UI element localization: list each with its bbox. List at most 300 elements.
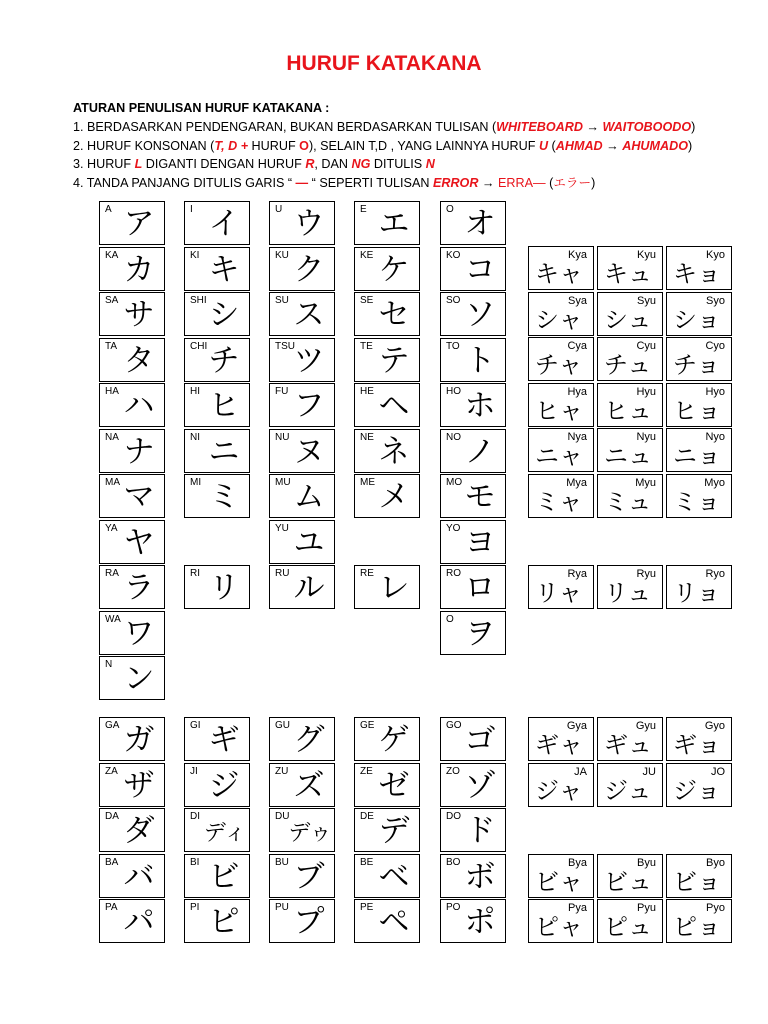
katakana-combo: ビャ: [535, 867, 583, 896]
romaji-label: PI: [190, 902, 200, 913]
romaji-label: Nyu: [636, 431, 656, 443]
katakana-char: ピ: [208, 904, 240, 940]
katakana-char: コ: [464, 251, 496, 288]
katakana-char: ヘ: [378, 388, 410, 424]
combo-cell: [666, 337, 732, 381]
kana-cell: [184, 474, 250, 518]
katakana-char: シ: [208, 297, 240, 333]
kana-cell: [99, 201, 165, 245]
combo-cell: [528, 292, 594, 336]
katakana-char: ハ: [123, 388, 155, 424]
romaji-label: Kyo: [706, 249, 725, 261]
kana-cell: [184, 763, 250, 807]
kana-cell: [269, 763, 335, 807]
romaji-label: SHI: [190, 295, 207, 306]
kana-cell: [269, 292, 335, 336]
romaji-label: DU: [275, 811, 290, 822]
kana-cell: [354, 565, 420, 609]
kana-cell: [354, 292, 420, 336]
katakana-combo: ヒョ: [673, 396, 721, 425]
rules-section: [73, 99, 753, 193]
katakana-char: ン: [123, 661, 155, 697]
kana-cell: [354, 717, 420, 761]
katakana-char: ド: [464, 813, 496, 849]
romaji-label: NE: [360, 431, 374, 443]
katakana-combo: ピュ: [604, 913, 652, 941]
romaji-label: Bya: [568, 856, 587, 869]
kana-cell: [440, 520, 506, 564]
katakana-char: ミ: [208, 479, 240, 515]
kana-cell: [269, 717, 335, 761]
katakana-char: ニ: [208, 433, 240, 470]
rule-4: 4. TANDA PANJANG DITULIS GARIS “ — “ SEPERTI TULISAN ERROR → ERRA— (エラー): [73, 176, 596, 191]
combo-cell: [597, 474, 663, 518]
katakana-combo: ニュ: [604, 442, 652, 470]
katakana-char: ク: [293, 251, 325, 288]
romaji-label: RA: [105, 568, 119, 579]
kana-cell: [184, 338, 250, 382]
romaji-label: YU: [275, 522, 289, 534]
katakana-combo: ニョ: [673, 442, 721, 470]
combo-cell: [597, 246, 663, 290]
combo-cell: [597, 717, 663, 761]
kana-cell: [99, 520, 165, 564]
combo-cell: [666, 383, 732, 427]
katakana-char: メ: [378, 479, 410, 515]
katakana-char: ヒ: [208, 388, 240, 424]
romaji-label: TO: [446, 340, 460, 352]
kana-cell: [440, 292, 506, 336]
romaji-label: MU: [275, 477, 291, 488]
romaji-label: Cyu: [636, 340, 656, 352]
katakana-char: プ: [293, 904, 325, 940]
romaji-label: Pya: [568, 902, 587, 914]
katakana-char: ナ: [123, 433, 155, 470]
katakana-char: セ: [378, 297, 410, 333]
katakana-char: ユ: [293, 524, 325, 561]
rule-2: 2. HURUF KONSONAN (T, D + HURUF O), SELAIN T,D , YANG LAINNYA HURUF U (AHMAD → AHUMADO): [73, 138, 693, 153]
romaji-label: ZU: [275, 765, 289, 777]
kana-cell: [184, 429, 250, 473]
romaji-label: PA: [105, 902, 118, 913]
combo-cell: [528, 854, 594, 898]
combo-cell: [666, 763, 732, 807]
kana-cell: [269, 565, 335, 609]
romaji-label: Pyo: [706, 902, 725, 914]
romaji-label: KO: [446, 249, 461, 261]
katakana-char: ア: [123, 206, 155, 242]
combo-cell: [597, 854, 663, 898]
romaji-label: Myu: [635, 476, 656, 489]
katakana-char: ビ: [208, 858, 240, 895]
romaji-label: MA: [105, 477, 120, 488]
romaji-label: CHI: [190, 340, 208, 352]
kana-cell: [99, 808, 165, 852]
romaji-label: NA: [105, 431, 119, 443]
combo-cell: [597, 763, 663, 807]
romaji-label: RE: [360, 568, 374, 579]
kana-cell: [99, 717, 165, 761]
romaji-label: NU: [275, 431, 290, 443]
katakana-combo: チュ: [604, 351, 652, 379]
kana-cell: [440, 717, 506, 761]
katakana-char: バ: [123, 858, 155, 895]
katakana-combo: ヒャ: [535, 396, 583, 425]
romaji-label: GI: [190, 720, 201, 731]
kana-cell: [440, 429, 506, 473]
romaji-label: KE: [360, 249, 374, 261]
romaji-label: Byu: [637, 856, 656, 869]
romaji-label: YA: [105, 522, 118, 534]
kana-cell: [99, 899, 165, 943]
kana-cell: [440, 611, 506, 655]
katakana-char: ガ: [123, 722, 155, 758]
katakana-combo: ミャ: [535, 487, 583, 516]
romaji-label: SO: [446, 295, 461, 306]
kana-cell: [440, 383, 506, 427]
romaji-label: ME: [360, 477, 375, 488]
kana-cell: [99, 338, 165, 382]
kana-cell: [440, 247, 506, 291]
romaji-label: TA: [105, 340, 118, 352]
kana-cell: [354, 201, 420, 245]
kana-cell: [354, 763, 420, 807]
combo-cell: [528, 383, 594, 427]
katakana-char: ザ: [123, 767, 155, 804]
katakana-combo: ミュ: [604, 487, 652, 516]
katakana-char: ワ: [123, 615, 155, 652]
romaji-label: Myo: [704, 476, 725, 489]
katakana-char: ノ: [464, 433, 496, 470]
kana-cell: [99, 565, 165, 609]
katakana-char: ヨ: [464, 524, 496, 561]
kana-cell: [99, 763, 165, 807]
romaji-label: DO: [446, 811, 461, 822]
romaji-label: BI: [190, 856, 200, 868]
kana-cell: [269, 899, 335, 943]
combo-cell: [528, 337, 594, 381]
katakana-char: ダ: [123, 813, 155, 849]
combo-cell: [597, 337, 663, 381]
kana-cell: [99, 474, 165, 518]
katakana-char: ト: [464, 342, 496, 379]
katakana-char: マ: [123, 479, 155, 515]
katakana-combo: ギャ: [535, 731, 583, 759]
katakana-combo: シュ: [604, 305, 652, 334]
katakana-combo: ギュ: [604, 731, 652, 759]
kana-cell: [440, 808, 506, 852]
katakana-char: グ: [293, 722, 325, 758]
romaji-label: JO: [710, 765, 725, 778]
combo-cell: [666, 428, 732, 472]
katakana-char: ラ: [123, 570, 155, 606]
romaji-label: Gyo: [704, 720, 725, 732]
katakana-combo: リャ: [535, 578, 583, 607]
katakana-char: チ: [208, 342, 240, 379]
romaji-label: JI: [190, 765, 198, 777]
combo-cell: [528, 763, 594, 807]
kana-cell: [269, 338, 335, 382]
katakana-char: テ: [378, 342, 410, 379]
katakana-char: ディ: [203, 821, 247, 846]
romaji-label: BA: [105, 856, 119, 868]
romaji-label: JU: [642, 765, 656, 778]
combo-cell: [597, 428, 663, 472]
rule-3: 3. HURUF L DIGANTI DENGAN HURUF R, DAN NG DITULIS N: [73, 157, 435, 172]
romaji-label: Rya: [567, 567, 587, 580]
katakana-char: ポ: [464, 904, 496, 940]
romaji-label: BU: [275, 856, 289, 868]
kana-cell: [99, 292, 165, 336]
romaji-label: NO: [446, 431, 461, 443]
katakana-char: イ: [208, 206, 240, 242]
katakana-combo: ヒュ: [604, 396, 652, 425]
katakana-combo: ショ: [673, 305, 721, 334]
katakana-char: キ: [208, 251, 240, 288]
romaji-label: KA: [105, 249, 119, 261]
combo-cell: [528, 428, 594, 472]
romaji-label: NI: [190, 431, 200, 443]
combo-cell: [597, 565, 663, 609]
romaji-label: Kya: [568, 249, 587, 261]
katakana-combo: ピャ: [535, 913, 583, 941]
combo-cell: [528, 717, 594, 761]
romaji-label: HE: [360, 386, 374, 397]
katakana-char: ス: [293, 297, 325, 333]
kana-cell: [354, 474, 420, 518]
katakana-char: ル: [293, 570, 325, 606]
romaji-label: KI: [190, 249, 200, 261]
romaji-label: HA: [105, 386, 119, 397]
romaji-label: ZA: [105, 765, 118, 777]
romaji-label: SU: [275, 295, 289, 306]
katakana-char: ゾ: [464, 767, 496, 804]
romaji-label: SA: [105, 295, 119, 306]
kana-cell: [354, 808, 420, 852]
rule-1: 1. BERDASARKAN PENDENGARAN, BUKAN BERDASARKAN TULISAN (WHITEBOARD → WAITOBOODO): [73, 119, 696, 134]
romaji-label: Syo: [706, 294, 725, 307]
kana-cell: [440, 474, 506, 518]
katakana-combo: シャ: [535, 305, 583, 334]
romaji-label: DI: [190, 811, 200, 822]
combo-cell: [597, 292, 663, 336]
kana-cell: [184, 899, 250, 943]
katakana-char: ヲ: [464, 615, 496, 652]
katakana-char: ベ: [378, 858, 410, 895]
katakana-combo: チョ: [673, 351, 721, 379]
romaji-label: Nyo: [705, 431, 725, 443]
katakana-combo: ニャ: [535, 442, 583, 470]
katakana-char: デゥ: [288, 821, 332, 846]
katakana-combo: ミョ: [673, 487, 721, 516]
combo-cell: [597, 383, 663, 427]
romaji-label: Cya: [567, 340, 587, 352]
combo-cell: [666, 292, 732, 336]
katakana-char: ヌ: [293, 433, 325, 470]
kana-cell: [354, 383, 420, 427]
katakana-combo: キャ: [535, 260, 583, 288]
romaji-label: BO: [446, 856, 461, 868]
kana-cell: [99, 611, 165, 655]
katakana-char: ロ: [464, 570, 496, 606]
combo-cell: [528, 565, 594, 609]
katakana-combo: リョ: [673, 578, 721, 607]
katakana-combo: ビュ: [604, 867, 652, 896]
rules-heading: ATURAN PENULISAN HURUF KATAKANA :: [73, 101, 330, 115]
romaji-label: Mya: [566, 476, 587, 489]
romaji-label: BE: [360, 856, 374, 868]
romaji-label: JA: [574, 765, 587, 778]
romaji-label: Hyo: [705, 385, 725, 398]
katakana-char: ツ: [293, 342, 325, 379]
kana-cell: [269, 808, 335, 852]
kana-cell: [99, 247, 165, 291]
katakana-combo: ピョ: [673, 913, 721, 941]
romaji-label: GO: [446, 720, 462, 731]
katakana-combo: リュ: [604, 578, 652, 607]
katakana-char: ペ: [378, 904, 410, 940]
combo-cell: [528, 474, 594, 518]
katakana-char: ゼ: [378, 767, 410, 804]
romaji-label: RU: [275, 568, 290, 579]
combo-cell: [528, 246, 594, 290]
kana-cell: [440, 201, 506, 245]
katakana-char: パ: [123, 904, 155, 940]
romaji-label: Ryu: [636, 567, 656, 580]
katakana-char: カ: [123, 251, 155, 288]
romaji-label: RO: [446, 568, 461, 579]
romaji-label: Byo: [706, 856, 725, 869]
katakana-char: ム: [293, 479, 325, 515]
romaji-label: Hyu: [636, 385, 656, 398]
kana-cell: [440, 338, 506, 382]
romaji-label: GE: [360, 720, 375, 731]
katakana-char: リ: [208, 570, 240, 606]
kana-cell: [440, 763, 506, 807]
katakana-char: デ: [378, 813, 410, 849]
kana-cell: [354, 854, 420, 898]
kana-cell: [99, 429, 165, 473]
kana-cell: [440, 565, 506, 609]
romaji-label: PE: [360, 902, 374, 913]
katakana-char: ネ: [378, 433, 410, 470]
kana-cell: [184, 808, 250, 852]
romaji-label: YO: [446, 522, 461, 534]
katakana-combo: ジャ: [535, 776, 583, 805]
katakana-char: フ: [293, 388, 325, 424]
katakana-char: エ: [378, 206, 410, 242]
kana-cell: [354, 899, 420, 943]
katakana-char: ヤ: [123, 524, 155, 561]
combo-cell: [666, 899, 732, 943]
kana-cell: [269, 383, 335, 427]
romaji-label: ZO: [446, 765, 460, 777]
katakana-char: オ: [464, 206, 496, 242]
romaji-label: Gya: [566, 720, 587, 732]
kana-cell: [354, 338, 420, 382]
romaji-label: DA: [105, 811, 119, 822]
combo-cell: [666, 565, 732, 609]
kana-cell: [269, 474, 335, 518]
katakana-combo: ジョ: [673, 776, 721, 805]
katakana-char: ホ: [464, 388, 496, 424]
katakana-combo: キョ: [673, 260, 721, 288]
romaji-label: Sya: [568, 294, 587, 307]
romaji-label: PO: [446, 902, 461, 913]
romaji-label: FU: [275, 386, 289, 397]
romaji-label: O: [446, 613, 454, 625]
katakana-char: ズ: [293, 767, 325, 804]
romaji-label: RI: [190, 568, 200, 579]
combo-cell: [666, 246, 732, 290]
kana-cell: [269, 201, 335, 245]
romaji-label: Pyu: [637, 902, 656, 914]
romaji-label: U: [275, 204, 283, 215]
kana-cell: [184, 717, 250, 761]
romaji-label: Cyo: [705, 340, 725, 352]
katakana-combo: ギョ: [673, 731, 721, 759]
kana-cell: [354, 247, 420, 291]
katakana-char: ケ: [378, 251, 410, 288]
kana-cell: [184, 854, 250, 898]
page-title: HURUF KATAKANA: [286, 52, 482, 75]
kana-cell: [99, 656, 165, 700]
combo-cell: [666, 474, 732, 518]
kana-cell: [354, 429, 420, 473]
kana-cell: [269, 247, 335, 291]
romaji-label: MO: [446, 477, 463, 488]
katakana-char: ゲ: [378, 722, 410, 758]
romaji-label: E: [360, 204, 367, 215]
combo-cell: [666, 854, 732, 898]
kana-cell: [99, 854, 165, 898]
romaji-label: N: [105, 659, 113, 670]
kana-cell: [184, 247, 250, 291]
romaji-label: KU: [275, 249, 289, 261]
kana-cell: [269, 429, 335, 473]
romaji-label: Gyu: [635, 720, 656, 732]
kana-cell: [184, 383, 250, 427]
katakana-char: ギ: [208, 722, 240, 758]
romaji-label: SE: [360, 295, 374, 306]
romaji-label: A: [105, 204, 112, 215]
romaji-label: GU: [275, 720, 290, 731]
romaji-label: Syu: [637, 294, 656, 307]
kana-cell: [184, 292, 250, 336]
katakana-char: タ: [123, 342, 155, 379]
combo-cell: [597, 899, 663, 943]
romaji-label: ZE: [360, 765, 373, 777]
romaji-label: HI: [190, 386, 200, 397]
kana-cell: [184, 565, 250, 609]
romaji-label: HO: [446, 386, 461, 397]
kana-cell: [440, 899, 506, 943]
katakana-char: ソ: [464, 297, 496, 333]
katakana-char: ウ: [293, 206, 325, 242]
katakana-char: ゴ: [464, 722, 496, 758]
combo-cell: [528, 899, 594, 943]
romaji-label: WA: [105, 613, 121, 625]
romaji-label: DE: [360, 811, 374, 822]
romaji-label: Kyu: [637, 249, 656, 261]
romaji-label: Ryo: [705, 567, 725, 580]
romaji-label: O: [446, 204, 454, 215]
romaji-label: TSU: [275, 340, 295, 352]
romaji-label: TE: [360, 340, 373, 352]
katakana-combo: ジュ: [604, 776, 652, 805]
katakana-char: モ: [464, 479, 496, 515]
romaji-label: I: [190, 204, 193, 215]
